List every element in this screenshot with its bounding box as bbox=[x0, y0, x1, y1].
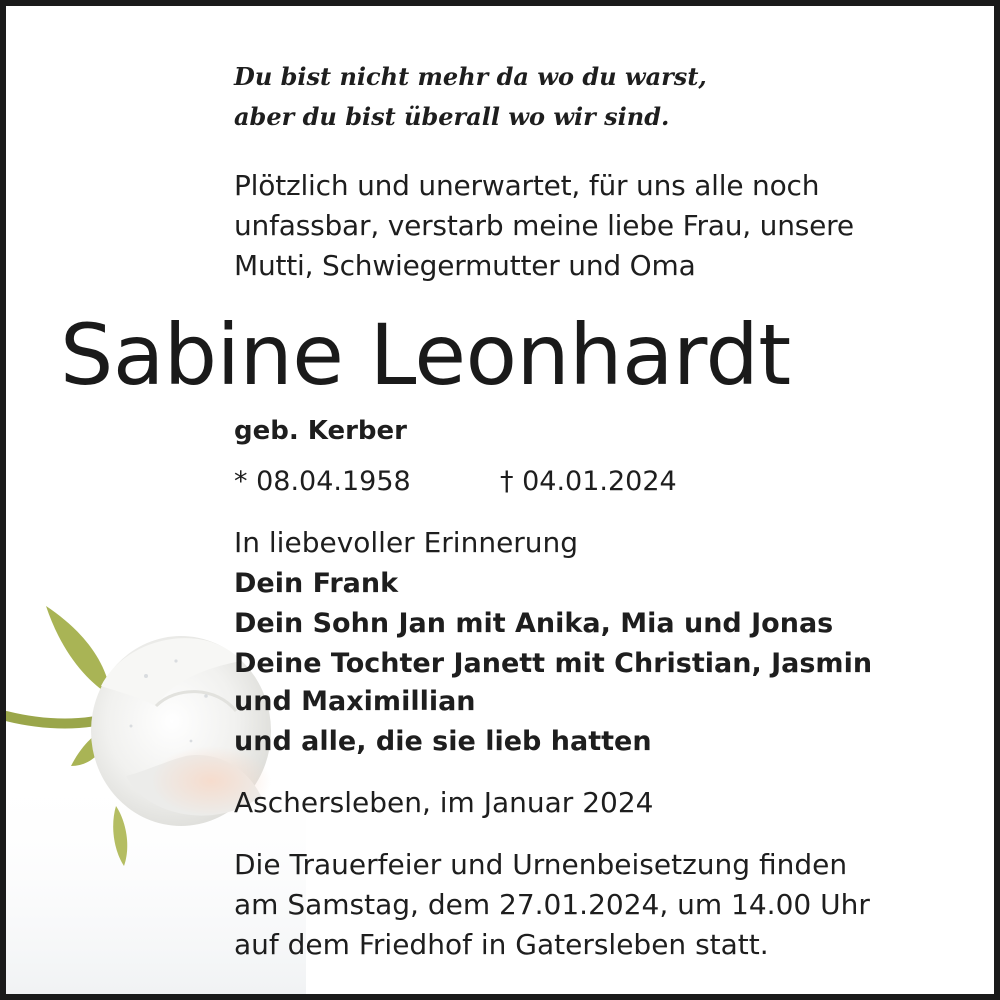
intro-line-3: Mutti, Schwiegermutter und Oma bbox=[234, 249, 696, 282]
family-line-3: Deine Tochter Janett mit Christian, Jasmin bbox=[234, 648, 873, 679]
obituary-content bbox=[6, 6, 994, 994]
intro-line-2: unfassbar, verstarb meine liebe Frau, unsere bbox=[234, 209, 854, 242]
family-line-2: Dein Sohn Jan mit Anika, Mia und Jonas bbox=[234, 608, 834, 639]
death-date: † 04.01.2024 bbox=[500, 466, 677, 497]
service-line-1: Die Trauerfeier und Urnenbeisetzung finden bbox=[234, 848, 848, 881]
deceased-name: Sabine Leonhardt bbox=[60, 306, 791, 404]
born-name: geb. Kerber bbox=[234, 416, 407, 446]
memory-line: In liebevoller Erinnerung bbox=[234, 526, 579, 559]
intro-line-1: Plötzlich und unerwartet, für uns alle noch bbox=[234, 169, 820, 202]
service-line-3: auf dem Friedhof in Gatersleben statt. bbox=[234, 928, 769, 961]
motto-line-1: Du bist nicht mehr da wo du warst, bbox=[234, 62, 707, 91]
motto-line-2: aber du bist überall wo wir sind. bbox=[234, 102, 670, 131]
place-date: Aschersleben, im Januar 2024 bbox=[234, 786, 654, 819]
family-line-1: Dein Frank bbox=[234, 568, 399, 599]
family-line-4: und Maximillian bbox=[234, 686, 476, 717]
family-line-5: und alle, die sie lieb hatten bbox=[234, 726, 652, 757]
service-line-2: am Samstag, dem 27.01.2024, um 14.00 Uhr bbox=[234, 888, 870, 921]
birth-date: * 08.04.1958 bbox=[234, 466, 411, 497]
